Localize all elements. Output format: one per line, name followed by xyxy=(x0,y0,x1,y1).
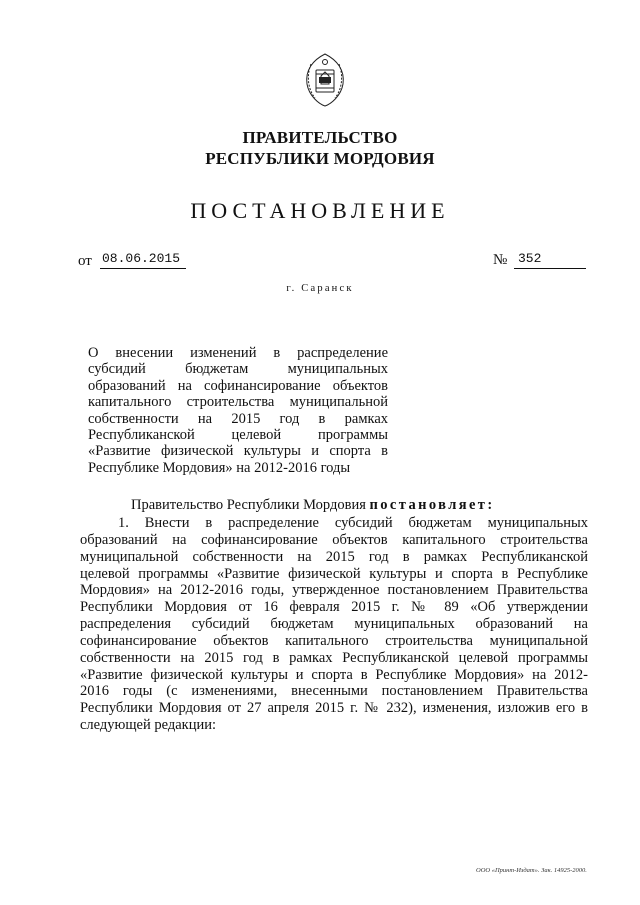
subject-line: субсидий бюджетам муниципальных xyxy=(88,361,388,378)
body-line: целевой программы «Развитие физической культуры и спорта в Республике xyxy=(80,565,588,582)
body-line: 2016 годы (с изменениями, внесенными постановлением Правительства xyxy=(80,683,588,700)
date-label: от xyxy=(78,253,92,269)
number-value: 352 xyxy=(514,250,586,269)
date-value: 08.06.2015 xyxy=(100,250,186,269)
preamble-emphasis: постановляет: xyxy=(369,497,495,513)
city-name: г. Саранск xyxy=(286,283,354,294)
body-line: софинансирование объектов капитального строительства муниципальной xyxy=(80,632,588,649)
body-paragraph xyxy=(80,515,588,734)
body-line: муниципальной собственности на 2015 год в рамках Республиканской xyxy=(80,548,588,565)
document-type: ПОСТАНОВЛЕНИЕ xyxy=(190,198,450,223)
subject-line: капитального строительства муниципальной xyxy=(88,394,388,411)
government-title-line2: РЕСПУБЛИКИ МОРДОВИЯ xyxy=(205,149,435,168)
printer-footer: ООО «Принт-Издат». Зак. 14925-2000. xyxy=(476,867,587,874)
body-line: Республики Мордовия от 27 апреля 2015 г. № 232), изменения, изложив его в xyxy=(80,700,588,717)
coat-of-arms-icon xyxy=(301,50,349,108)
body-line: Мордовия» на 2012-2016 годы, утвержденное постановлением Правительства xyxy=(80,582,588,599)
government-title-line1: ПРАВИТЕЛЬСТВО xyxy=(242,128,398,147)
subject-block xyxy=(88,345,388,476)
body-line: распределения субсидий бюджетам муниципальных образований на xyxy=(80,616,588,633)
body-line: собственности на 2015 год в рамках Республиканской целевой программы xyxy=(80,649,588,666)
body-line: 1. Внести в распределение субсидий бюджетам муниципальных xyxy=(118,515,588,531)
subject-line: собственности на 2015 год в рамках xyxy=(88,410,388,427)
body-line: образований на софинансирование объектов капитального строительства xyxy=(80,531,588,548)
body-line: «Развитие физической культуры и спорта в Республике Мордовия» на 2012- xyxy=(80,666,588,683)
subject-line: образований на софинансирование объектов xyxy=(88,377,388,394)
body-line: следующей редакции: xyxy=(80,717,217,734)
subject-line: «Развитие физической культуры и спорта в xyxy=(88,443,388,460)
number-label: № xyxy=(493,252,508,268)
body-line: Республики Мордовия от 16 февраля 2015 г. № 89 «Об утверждении xyxy=(80,599,588,616)
preamble xyxy=(131,497,495,514)
subject-line: О внесении изменений в распределение xyxy=(88,345,388,361)
subject-line: Республиканской целевой программы xyxy=(88,427,388,444)
preamble-text: Правительство Республики Мордовия xyxy=(131,497,370,513)
subject-line: Республике Мордовия» на 2012-2016 годы xyxy=(88,459,351,476)
